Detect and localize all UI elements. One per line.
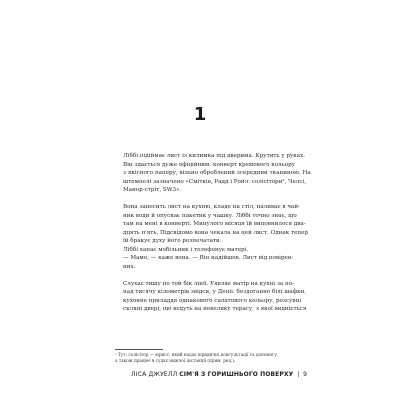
- text-line: там на мені в конверті. Минулого місяця їй виповнилося два-: [123, 221, 306, 227]
- text-line: з якісного паперу, вільно оброблений зсередини тканиною. На: [123, 170, 311, 176]
- footnote-divider: [115, 349, 163, 350]
- footnote-line: а також працює в судах нижчої інстанції (прим. ред.).: [115, 358, 236, 364]
- footer-author: ЛІСА ДЖУЕЛЛ: [131, 371, 178, 378]
- footer-separator: |: [297, 371, 300, 378]
- paragraph: [115, 280, 306, 314]
- paragraph: [115, 152, 311, 195]
- body-text: [115, 152, 311, 314]
- footnote-line: ¹ Тут: солісітор — юрист, який надає юридичні консультації та допомогу,: [115, 352, 279, 357]
- text-line: кухонне приладдя однакового салатового кольору, розсувні: [123, 297, 302, 304]
- paragraph: [115, 254, 306, 271]
- text-line: них.: [123, 263, 136, 270]
- text-line: Він здається дуже офіційним: конверт кремового кольору: [123, 161, 295, 168]
- text-line: над тисячу кілометрів звідси, у Деніі: бездоганно білі шафки,: [123, 289, 307, 295]
- footer-book-title: СІМ'Я З ГОРИШНЬОГО ПОВЕРХУ: [179, 371, 294, 378]
- text-line: скляні двері, що ведуть на невелику терасу, з якої видніється: [123, 306, 307, 312]
- text-line: — Мамо, — каже вона. — Він надійшов. Лист від повірен-: [123, 255, 294, 261]
- text-line: ник води й опускає пакетик у чашку. Ліббі точно знає, що: [123, 212, 297, 219]
- text-line: їй бракує духу його розпечатати.: [123, 238, 222, 244]
- text-line: Вона заносить лист на кухню, кладе на стіл, наливає в чай-: [123, 204, 301, 210]
- text-line: Слухає тишу по той бік лінії. Уявляє матір на кухні за по-: [123, 280, 294, 287]
- text-line: Манор-стріт, SW3».: [123, 187, 182, 193]
- text-line: Ліббі хапає мобільник і телефонує матері.: [123, 246, 249, 253]
- running-footer: [131, 370, 307, 380]
- text-line: штемпелі зазначено «Смітків, Радд і Ройл: солісітори¹, Челсі,: [123, 178, 307, 185]
- text-line: дцять п'ять. Підсвідомо вона чекала на цей лист. Однак тепер: [123, 229, 309, 236]
- paragraph: [115, 203, 309, 246]
- chapter-number: 1: [193, 104, 207, 125]
- footnote: [115, 352, 306, 364]
- page-number: 9: [303, 371, 307, 378]
- text-line: Ліббі підіймає лист із килимка під дверима. Крутить у руках.: [123, 153, 306, 159]
- paragraph: [115, 246, 306, 255]
